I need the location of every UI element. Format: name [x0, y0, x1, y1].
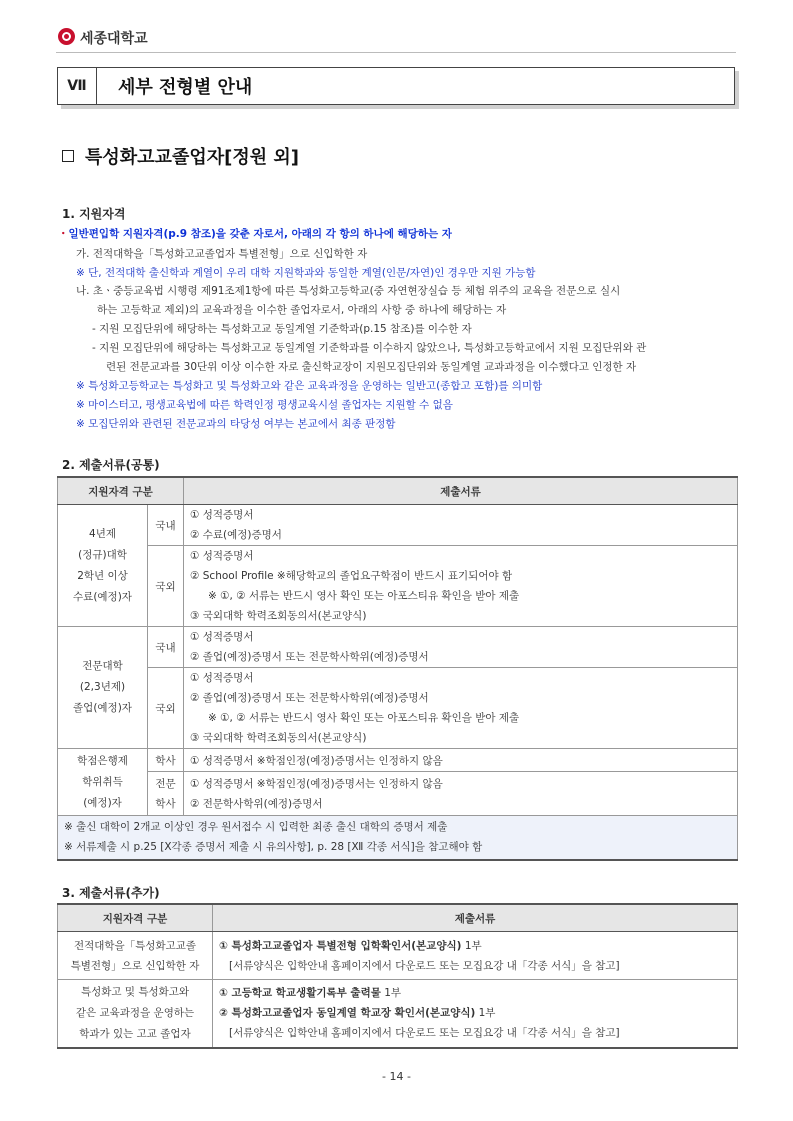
docs-4year-domestic: ① 성적증명서 ② 수료(예정)증명서 — [184, 505, 738, 546]
note-3: ※ 모집단위와 관련된 전문교과의 타당성 여부는 본교에서 최종 판정함 — [76, 418, 396, 430]
university-logo-icon — [58, 28, 75, 45]
docs-4year-foreign: ① 성적증명서 ② School Profile ※해당학교의 졸업요구학점이 반드시 표기되어야 함 ※ ①, ② 서류는 반드시 영사 확인 또는 아포스티유 확인을 받아 제출 ③ 국외대학 학력조회동의서(본교양식) — [184, 546, 738, 627]
item-dash1: - 지원 모집단위에 해당하는 특성화고교 동일계열 기준학과(p.15 참조)를 이수한 자 — [92, 323, 472, 335]
col-header-qualification: 지원자격 구분 — [58, 904, 213, 932]
col-header-documents: 제출서류 — [213, 904, 738, 932]
group-label-college: 전문대학 (2,3년제) 졸업(예정)자 — [58, 627, 148, 749]
type-foreign: 국외 — [148, 668, 184, 749]
section-header — [57, 67, 735, 105]
docs-credit-associate: ① 성적증명서 ※학점인정(예정)증명서는 인정하지 않음 ② 전문학사학위(예정)증명서 — [184, 772, 738, 816]
row-label-transfer: 전적대학을「특성화고교졸 특별전형」으로 신입학한 자 — [58, 932, 213, 980]
type-bachelor: 학사 — [148, 749, 184, 772]
type-domestic: 국내 — [148, 505, 184, 546]
col-header-qualification: 지원자격 구분 — [58, 477, 184, 505]
type-domestic: 국내 — [148, 627, 184, 668]
type-foreign: 국외 — [148, 546, 184, 627]
group-label-credit-bank: 학점은행제 학위취득 (예정)자 — [58, 749, 148, 816]
section-title: 세부 전형별 안내 — [118, 77, 253, 98]
docs-credit-bachelor: ① 성적증명서 ※학점인정(예정)증명서는 인정하지 않음 — [184, 749, 738, 772]
section-number: Ⅶ — [58, 68, 97, 104]
col-header-documents: 제출서류 — [184, 477, 738, 505]
page-number: - 14 - — [382, 1070, 411, 1083]
heading-eligibility: 1. 지원자격 — [62, 207, 126, 221]
item-na-line1: 나. 초ㆍ중등교육법 시행령 제91조제1항에 따른 특성화고등학교(중 자연현장실습 등 체험 위주의 교육을 전문으로 실시 — [76, 285, 621, 297]
row-label-vocational: 특성화고 및 특성화고와 같은 교육과정을 운영하는 학과가 있는 고교 졸업자 — [58, 980, 213, 1048]
item-dash2-line2: 련된 전문교과를 30단위 이상 이수한 자로 출신학교장이 지원모집단위와 동일계열 교과과정을 이수했다고 인정한 자 — [106, 361, 637, 373]
topic-title: 특성화고교졸업자[정원 외] — [85, 147, 299, 168]
lead-text: 일반편입학 지원자격(p.9 참조)을 갖춘 자로서, 아래의 각 항의 하나에 해당하는 자 — [68, 228, 452, 240]
header-divider — [56, 52, 736, 53]
common-docs-notes: ※ 출신 대학이 2개교 이상인 경우 원서접수 시 입력한 최종 출신 대학의 증명서 제출 ※ 서류제출 시 p.25 [Ⅹ각종 증명서 제출 시 유의사항], p. 28 [Ⅻ 각종 서식]을 참고해야 함 — [58, 816, 738, 860]
docs-vocational: ① 고등학교 학교생활기록부 출력물 1부 ② 특성화고교졸업자 동일계열 학교장 확인서(본교양식) 1부 [서류양식은 입학안내 홈페이지에서 다운로드 또는 모집요강 내「각종 서식」을 참고] — [213, 980, 738, 1048]
heading-common-docs: 2. 제출서류(공통) — [62, 458, 160, 472]
bullet-icon: ・ — [58, 228, 69, 240]
note-2: ※ 마이스터고, 평생교육법에 따른 학력인정 평생교육시설 졸업자는 지원할 수 없음 — [76, 399, 453, 411]
additional-docs-table — [57, 903, 738, 1049]
note-ga: ※ 단, 전적대학 출신학과 계열이 우리 대학 지원학과와 동일한 계열(인문/자연)인 경우만 지원 가능함 — [76, 267, 536, 279]
checkbox-square-icon — [62, 150, 74, 162]
type-associate: 전문 학사 — [148, 772, 184, 816]
group-label-4year: 4년제 (정규)대학 2학년 이상 수료(예정)자 — [58, 505, 148, 627]
heading-additional-docs: 3. 제출서류(추가) — [62, 886, 160, 900]
item-dash2-line1: - 지원 모집단위에 해당하는 특성화고교 동일계열 기준학과를 이수하지 않았으나, 특성화고등학교에서 지원 모집단위와 관 — [92, 342, 647, 354]
university-name: 세종대학교 — [80, 31, 148, 47]
common-docs-table — [57, 476, 738, 861]
item-ga: 가. 전적대학을「특성화고교졸업자 특별전형」으로 신입학한 자 — [76, 248, 368, 260]
lead-line — [58, 226, 452, 241]
docs-college-foreign: ① 성적증명서 ② 졸업(예정)증명서 또는 전문학사학위(예정)증명서 ※ ①, ② 서류는 반드시 영사 확인 또는 아포스티유 확인을 받아 제출 ③ 국외대학 학력조회동의서(본교양식) — [184, 668, 738, 749]
note-1: ※ 특성화고등학교는 특성화고 및 특성화고와 같은 교육과정을 운영하는 일반고(종합고 포함)를 의미함 — [76, 380, 543, 392]
docs-transfer: ① 특성화고교졸업자 특별전형 입학확인서(본교양식) 1부 [서류양식은 입학안내 홈페이지에서 다운로드 또는 모집요강 내「각종 서식」을 참고] — [213, 932, 738, 980]
docs-college-domestic: ① 성적증명서 ② 졸업(예정)증명서 또는 전문학사학위(예정)증명서 — [184, 627, 738, 668]
item-na-line2: 하는 고등학교 제외)의 교육과정을 이수한 졸업자로서, 아래의 사항 중 하나에 해당하는 자 — [97, 304, 507, 316]
